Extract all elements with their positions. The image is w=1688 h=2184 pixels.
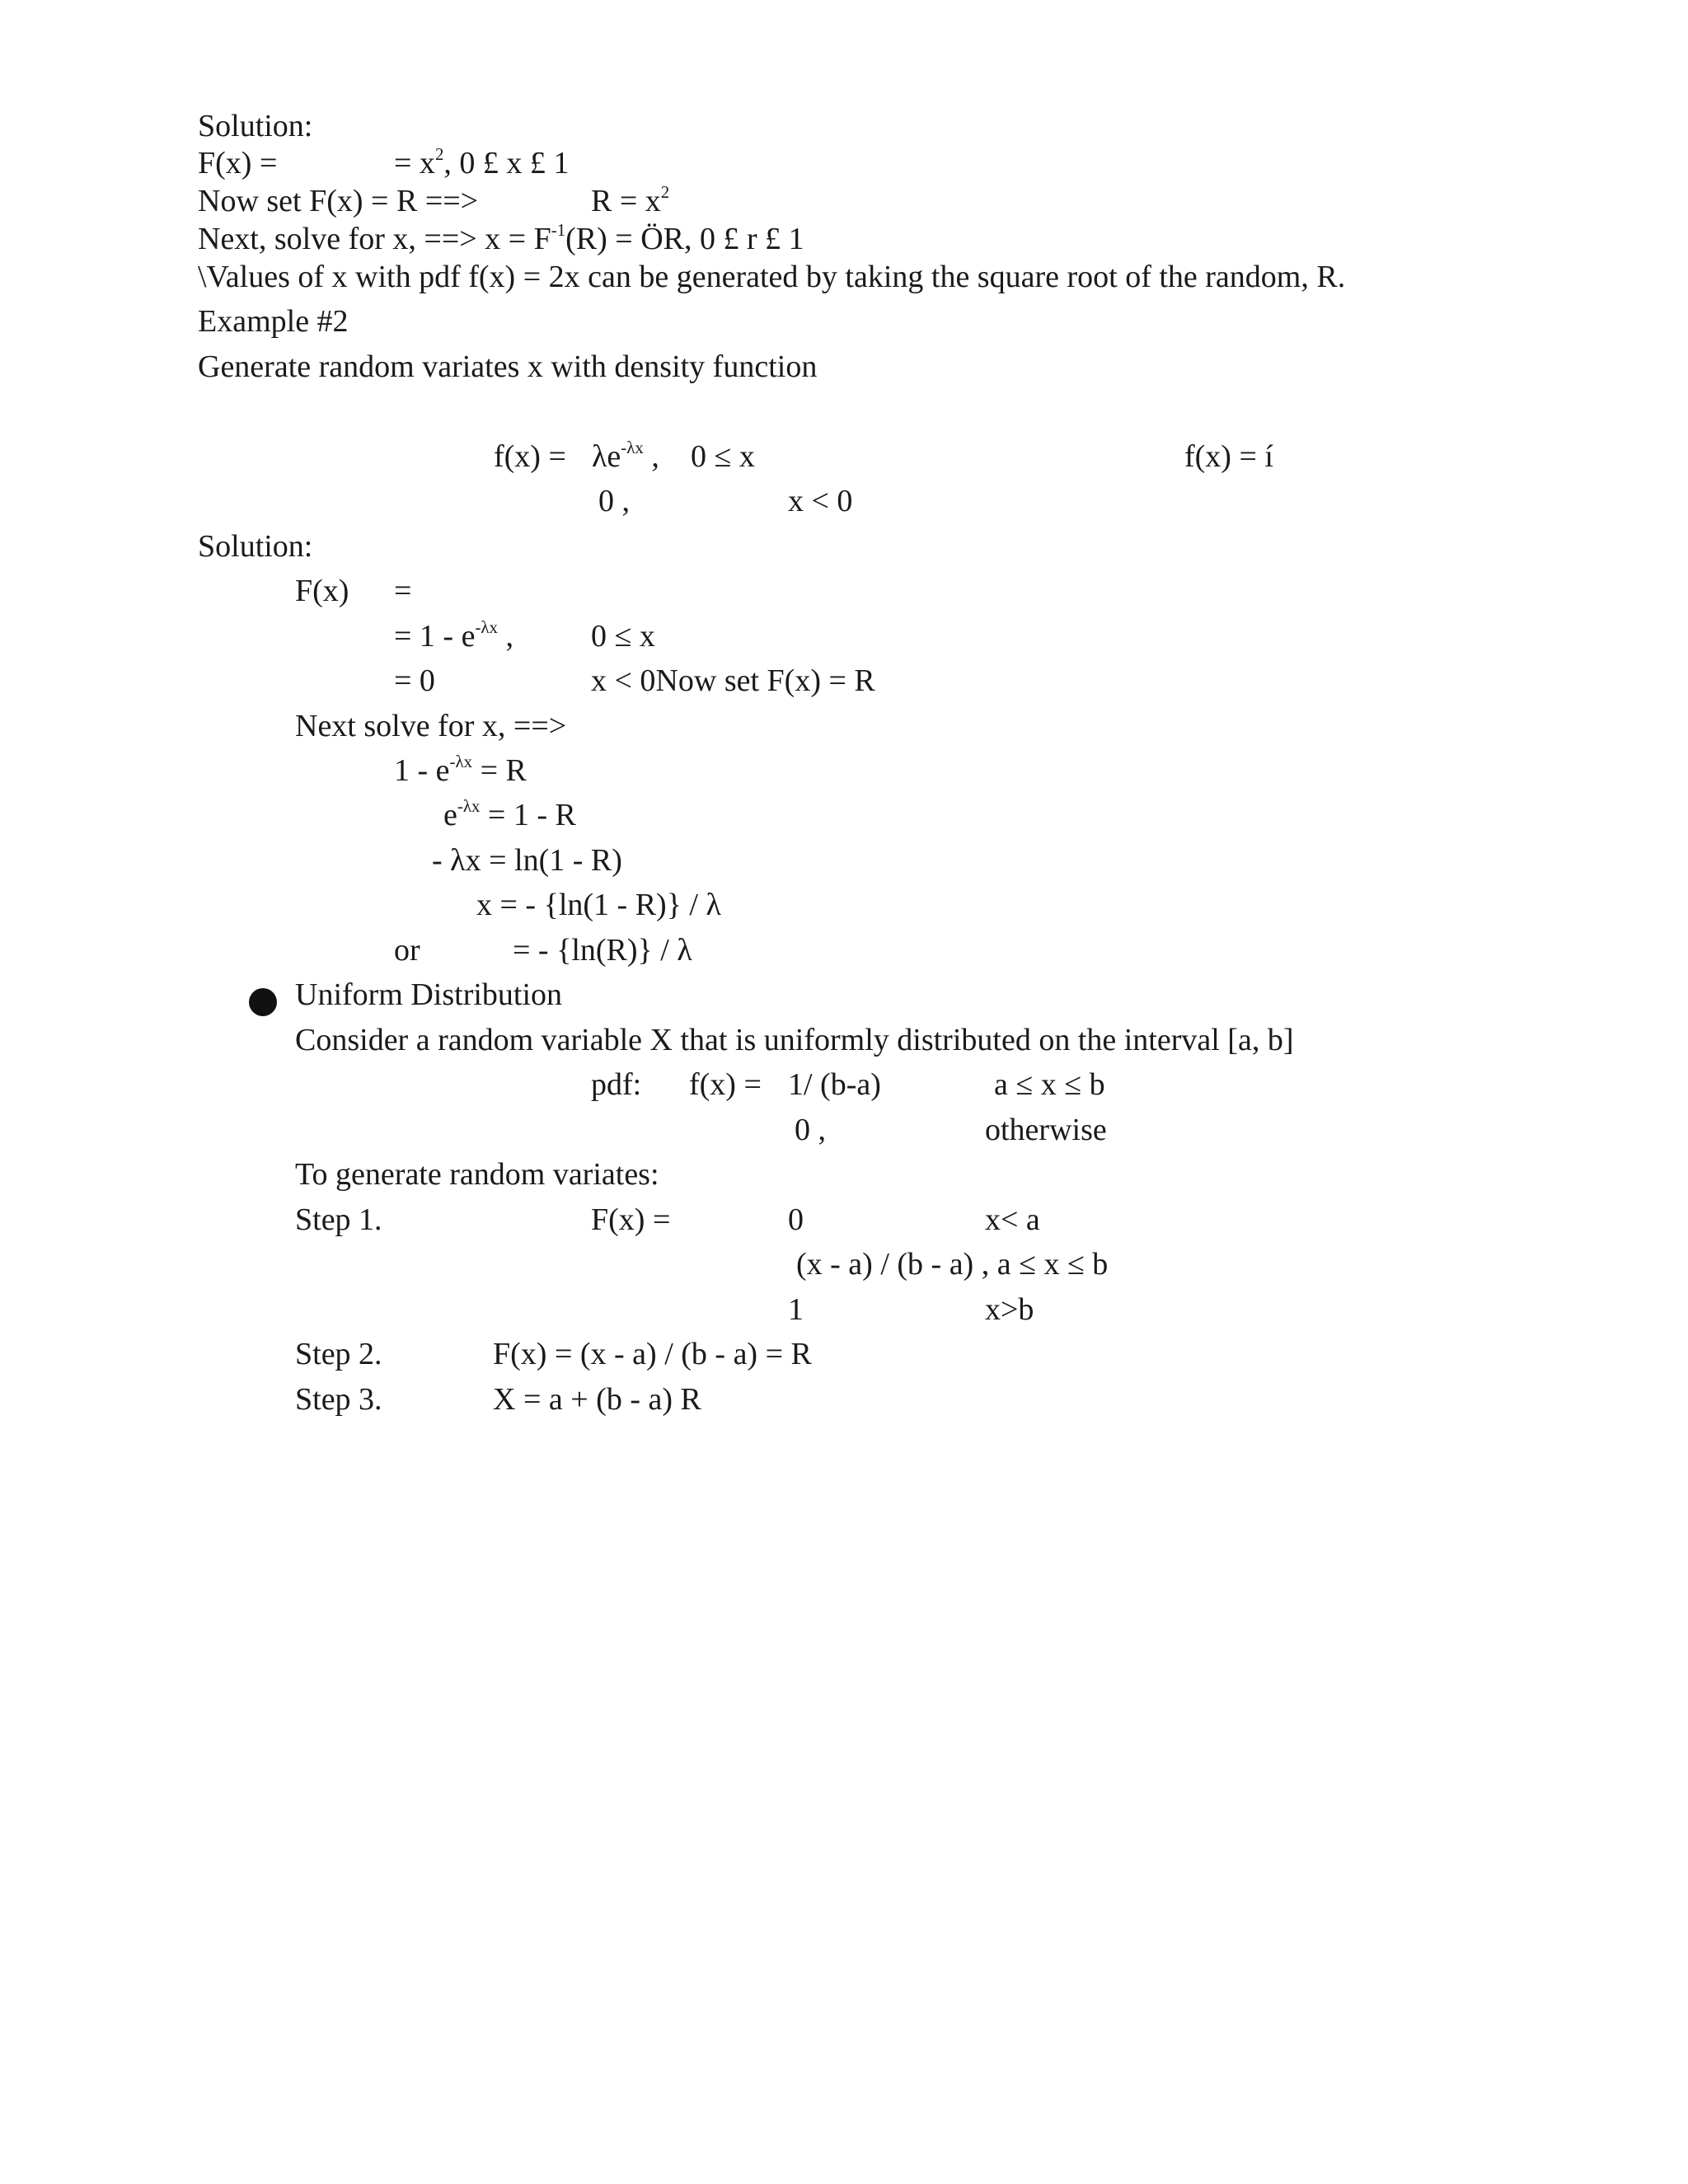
step-2-label: Step 2. — [295, 1337, 382, 1371]
generate-heading: To generate random variates: — [295, 1157, 659, 1192]
bullet-icon — [249, 988, 277, 1016]
example-title: Example #2 — [198, 304, 349, 339]
uniform-heading: Uniform Distribution — [295, 977, 563, 1012]
step-3-label: Step 3. — [295, 1382, 382, 1417]
cdf-equals: = — [394, 574, 412, 608]
solve-step-5: = - {ln(R)} / λ — [513, 933, 692, 968]
step-1-function: F(x) = — [591, 1202, 671, 1237]
cdf-label: F(x) — [295, 574, 349, 608]
cdf-case2-value: = 0 — [394, 663, 435, 698]
set-equation-lhs: Now set F(x) = R ==> — [198, 184, 479, 218]
example-description: Generate random variates x with density function — [198, 349, 818, 384]
step-1-case1-condition: x< a — [985, 1202, 1040, 1237]
solve-step-4: x = - {ln(1 - R)} / λ — [476, 888, 721, 922]
solve-step-1: $1 - e^{-\lambda x} = R$ — [394, 752, 527, 788]
density-case2-value: 0 , — [598, 484, 630, 518]
values-line: \Values of x with pdf f(x) = 2x can be generated by taking the square root of the random, R. — [198, 260, 1346, 294]
solution-label-2: Solution: — [198, 529, 313, 564]
solution-label: Solution: — [198, 109, 313, 143]
step-1-case3-value: 1 — [788, 1292, 804, 1327]
cdf-rhs: = $x^2$, 0 £ x £ 1 — [394, 144, 570, 180]
solve-for-x: Next solve for x, ==> — [295, 709, 567, 743]
density-case1-value: $\lambda e^{-\lambda x}$ , — [592, 438, 659, 474]
pdf-case2-value: 0 , — [795, 1113, 826, 1147]
step-1-case2: (x - a) / (b - a) , a ≤ x ≤ b — [796, 1247, 1109, 1282]
step-3-equation: X = a + (b - a) R — [493, 1382, 701, 1417]
pdf-case1-condition: a ≤ x ≤ b — [994, 1067, 1105, 1102]
step-2-equation: F(x) = (x - a) / (b - a) = R — [493, 1337, 812, 1371]
pdf-label: pdf: — [591, 1067, 642, 1102]
set-equation-rhs: $R = x^2$ — [591, 182, 670, 218]
density-label-right: f(x) = í — [1184, 439, 1273, 474]
solve-step-3: - λx = ln(1 - R) — [432, 843, 622, 878]
cdf-case1-value: = $1 - e^{-\lambda x}$ , — [394, 617, 513, 654]
step-1-case1-value: 0 — [788, 1202, 804, 1237]
uniform-description: Consider a random variable X that is uniformly distributed on the interval [a, b] — [295, 1023, 1294, 1057]
density-label: f(x) = — [494, 439, 566, 474]
or-label: or — [394, 933, 420, 968]
cdf-lhs: F(x) = — [198, 146, 278, 180]
solve-line: Next, solve for x, ==> $x = F^{-1}(R)$ = ÖR, 0 £ r £ 1 — [198, 220, 804, 256]
cdf-case2-condition: x < 0Now set F(x) = R — [591, 663, 875, 698]
pdf-case1-value: 1/ (b-a) — [788, 1067, 881, 1102]
pdf-function: f(x) = — [689, 1067, 762, 1102]
cdf-case1-condition: 0 ≤ x — [591, 619, 655, 654]
solve-step-2: $e^{-\lambda x} = 1 - R$ — [443, 796, 576, 832]
step-1-label: Step 1. — [295, 1202, 382, 1237]
density-case1-condition: 0 ≤ x — [691, 439, 755, 474]
pdf-case2-condition: otherwise — [985, 1113, 1107, 1147]
density-case2-condition: x < 0 — [788, 484, 853, 518]
step-1-case3-condition: x>b — [985, 1292, 1034, 1327]
